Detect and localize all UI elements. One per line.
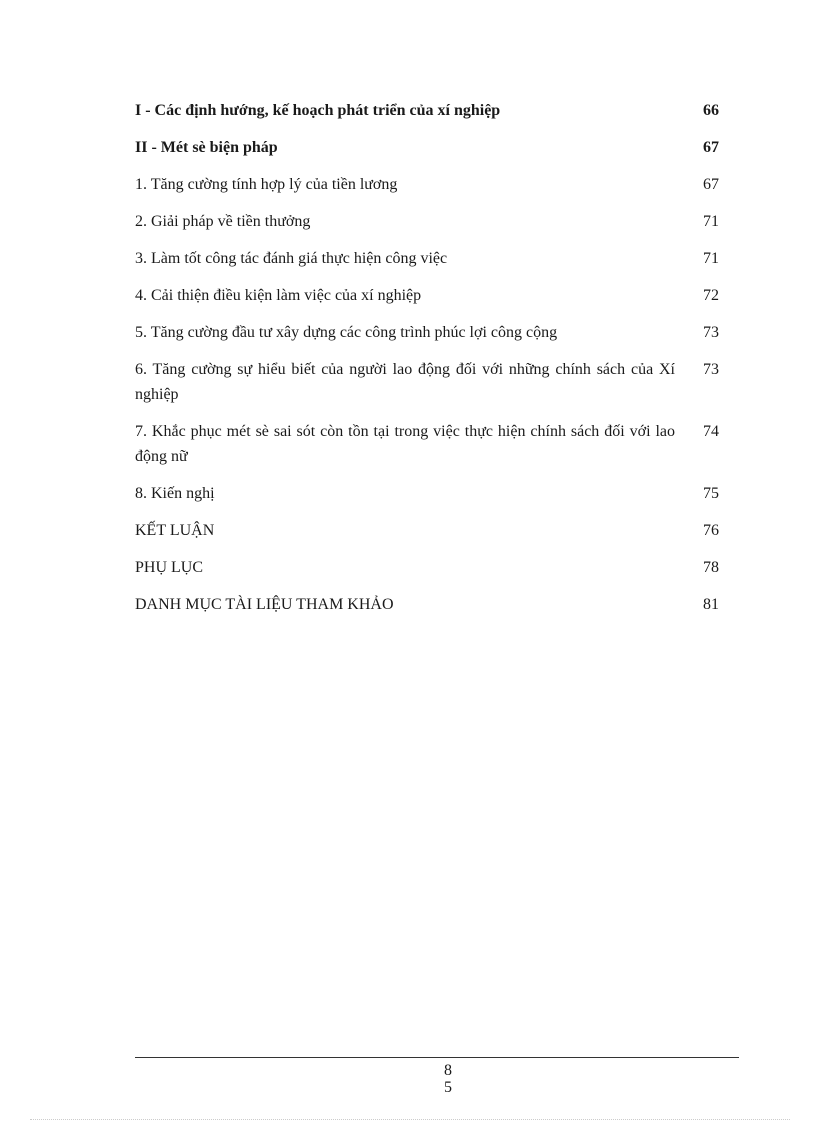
toc-entry-title: 2. Giải pháp về tiền thưởng <box>135 213 311 230</box>
toc-entry-page: 81 <box>703 596 719 613</box>
page-number-line-2: 5 <box>444 1079 452 1096</box>
toc-entry-item-2 <box>135 209 719 246</box>
toc-entry-item-1 <box>135 172 719 209</box>
toc-entry-appendix <box>135 555 719 592</box>
table-of-contents <box>135 98 719 629</box>
toc-entry-page: 73 <box>703 324 719 341</box>
page-number-line-1: 8 <box>444 1062 452 1079</box>
toc-entry-title: II - Mét sè biện pháp <box>135 139 278 156</box>
toc-entry-section-2 <box>135 135 719 172</box>
toc-entry-item-6 <box>135 357 719 419</box>
toc-entry-title: 8. Kiến nghị <box>135 485 215 502</box>
toc-entry-item-8 <box>135 481 719 518</box>
page-number <box>433 1062 463 1096</box>
toc-entry-page: 66 <box>703 102 719 119</box>
toc-entry-page: 73 <box>703 361 719 378</box>
toc-entry-title: 4. Cải thiện điều kiện làm việc của xí nghiệp <box>135 287 422 304</box>
toc-entry-page: 71 <box>703 213 719 230</box>
toc-entry-page: 75 <box>703 485 719 502</box>
toc-entry-page: 71 <box>703 250 719 267</box>
toc-entry-title: 7. Khắc phục mét sè sai sót còn tồn tại trong việc thực hiện chính sách đối với lao động nữ <box>135 423 675 465</box>
toc-entry-page: 72 <box>703 287 719 304</box>
toc-entry-item-4 <box>135 283 719 320</box>
toc-entry-item-5 <box>135 320 719 357</box>
toc-entry-page: 78 <box>703 559 719 576</box>
toc-entry-title: 1. Tăng cường tính hợp lý của tiền lương <box>135 176 398 193</box>
toc-entry-title: DANH MỤC TÀI LIỆU THAM KHẢO <box>135 596 394 613</box>
toc-entry-item-3 <box>135 246 719 283</box>
toc-entry-references <box>135 592 719 629</box>
toc-entry-title: 5. Tăng cường đầu tư xây dựng các công trình phúc lợi công cộng <box>135 324 558 341</box>
toc-entry-title: I - Các định hướng, kế hoạch phát triển của xí nghiệp <box>135 102 501 119</box>
toc-entry-page: 67 <box>703 176 719 193</box>
toc-entry-title: 6. Tăng cường sự hiểu biết của người lao động đối với những chính sách của Xí nghiệp <box>135 361 675 403</box>
toc-entry-conclusion <box>135 518 719 555</box>
toc-entry-page: 74 <box>703 423 719 440</box>
footer-divider <box>135 1057 739 1058</box>
page-bottom-dotted-border <box>30 1119 790 1120</box>
toc-entry-title: 3. Làm tốt công tác đánh giá thực hiện công việc <box>135 250 448 267</box>
toc-entry-page: 67 <box>703 139 719 156</box>
toc-entry-page: 76 <box>703 522 719 539</box>
toc-entry-title: PHỤ LỤC <box>135 559 204 576</box>
toc-entry-item-7 <box>135 419 719 481</box>
toc-entry-section-1 <box>135 98 719 135</box>
toc-entry-title: KẾT LUẬN <box>135 522 215 539</box>
